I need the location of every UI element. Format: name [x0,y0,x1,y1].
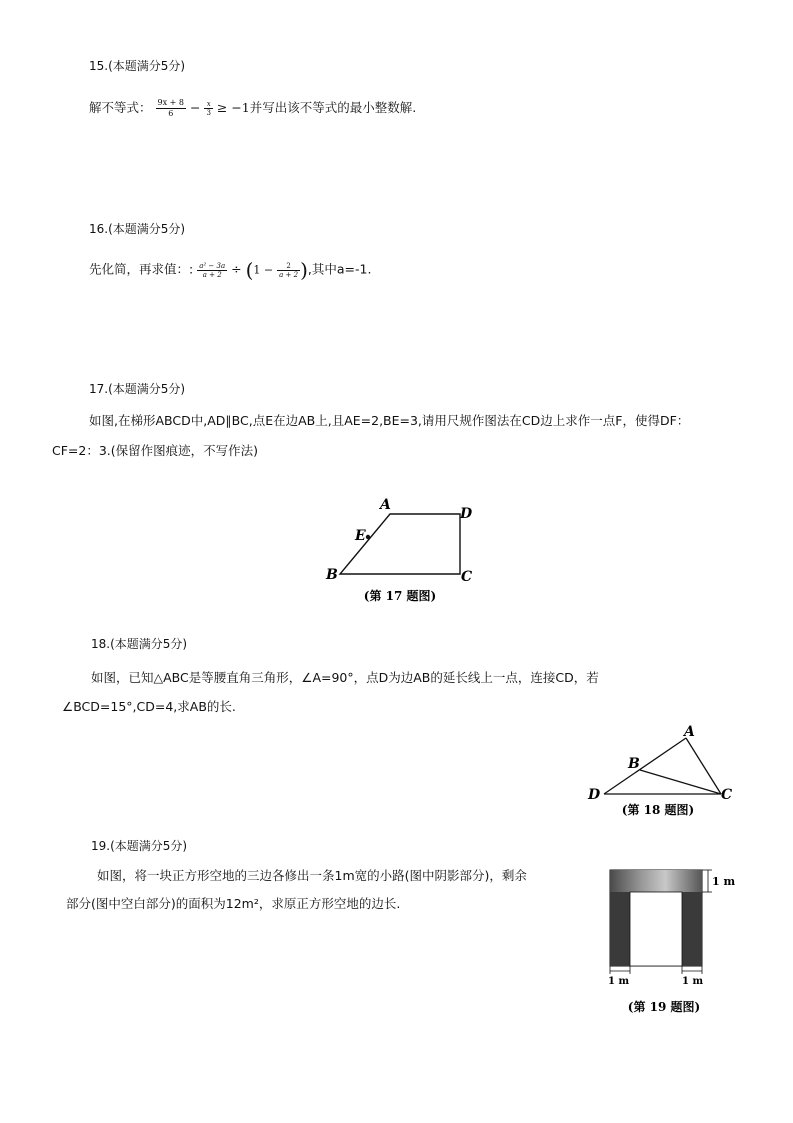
q17-label-e: E [355,528,366,544]
q15-heading: 15.(本题满分5分) [89,59,186,73]
q16-frac1-denominator: a + 2 [202,270,222,279]
q15-fraction-2 [204,100,212,117]
q19-remaining-region [630,892,682,966]
q16-heading: 16.(本题满分5分) [89,222,186,236]
q18-label-b: B [628,756,640,772]
q16-right-paren: ) [300,258,308,282]
q18-segment-da [604,738,686,794]
q17-label-a: A [380,497,391,513]
q16-left-paren: ( [245,258,254,282]
q17-label-b: B [326,567,338,583]
q15-statement [89,98,416,119]
q19-dim-left-label: 1 m [608,976,630,987]
q17-trapezoid-shape [340,514,460,574]
q15-suffix: 并写出该不等式的最小整数解. [249,100,417,115]
q15-frac2-denominator: 3 [206,109,211,117]
q19-line-1: 如图，将一块正方形空地的三边各修出一条1m宽的小路(图中阴影部分)，剩余 [97,868,527,883]
q18-triangle-figure [582,722,742,822]
q18-label-d: D [588,787,601,803]
q16-prefix: 先化简，再求值： [89,261,190,277]
q16-frac1-numerator: a² − 3a [199,261,226,270]
q16-fraction-2 [277,262,300,279]
q17-caption: (第 17 题图) [363,589,437,603]
q19-heading: 19.(本题满分5分) [91,839,188,853]
q15-relation: ≥ −1 [216,100,250,115]
q17-line-2: CF=2：3.(保留作图痕迹，不写作法) [52,443,259,458]
q18-caption: (第 18 题图) [621,803,695,817]
q17-heading: 17.(本题满分5分) [89,382,186,396]
q18-line-1: 如图，已知△ABC是等腰直角三角形，∠A=90°，点D为边AB的延长线上一点，连接CD，若 [91,670,599,685]
q15-frac1-numerator: 9x + 8 [157,98,184,107]
q15-fraction-1 [156,98,186,119]
q19-line-2: 部分(图中空白部分)的面积为12m²，求原正方形空地的边长. [66,896,401,911]
q19-square-figure [600,860,745,1020]
q18-label-a: A [684,724,695,740]
q15-frac2-numerator: x [204,100,212,109]
q18-line-2: ∠BCD=15°,CD=4,求AB的长. [62,699,236,714]
q16-one-minus: 1 − [253,263,274,277]
q15-prefix: 解不等式： [89,100,152,115]
q19-top-path [610,870,702,892]
q19-caption: (第 19 题图) [627,1000,701,1014]
q17-trapezoid-figure [320,492,480,610]
q16-suffix: ,其中a=-1. [307,261,372,277]
q16-colon: : [189,261,194,277]
q16-frac2-denominator: a + 2 [279,270,299,279]
q15-minus: − [189,100,201,115]
q19-left-path [610,892,630,966]
q16-fraction-1 [197,262,227,279]
q17-label-d: D [460,506,473,522]
q15-frac1-denominator: 6 [168,109,174,118]
q19-right-path [682,892,702,966]
q19-dim-right-label: 1 m [682,976,704,987]
q17-point-e [366,535,370,539]
q18-label-c: C [721,787,733,803]
q17-line-1: 如图,在梯形ABCD中,AD∥BC,点E在边AB上,且AE=2,BE=3,请用尺规作图法在CD边上求作一点F，使得DF： [89,413,690,428]
q16-divide: ÷ [231,261,242,277]
q17-label-c: C [461,569,473,585]
q16-statement [89,258,371,282]
q19-dim-top-label: 1 m [712,875,736,888]
q18-heading: 18.(本题满分5分) [91,637,188,651]
q16-frac2-numerator: 2 [277,262,300,271]
